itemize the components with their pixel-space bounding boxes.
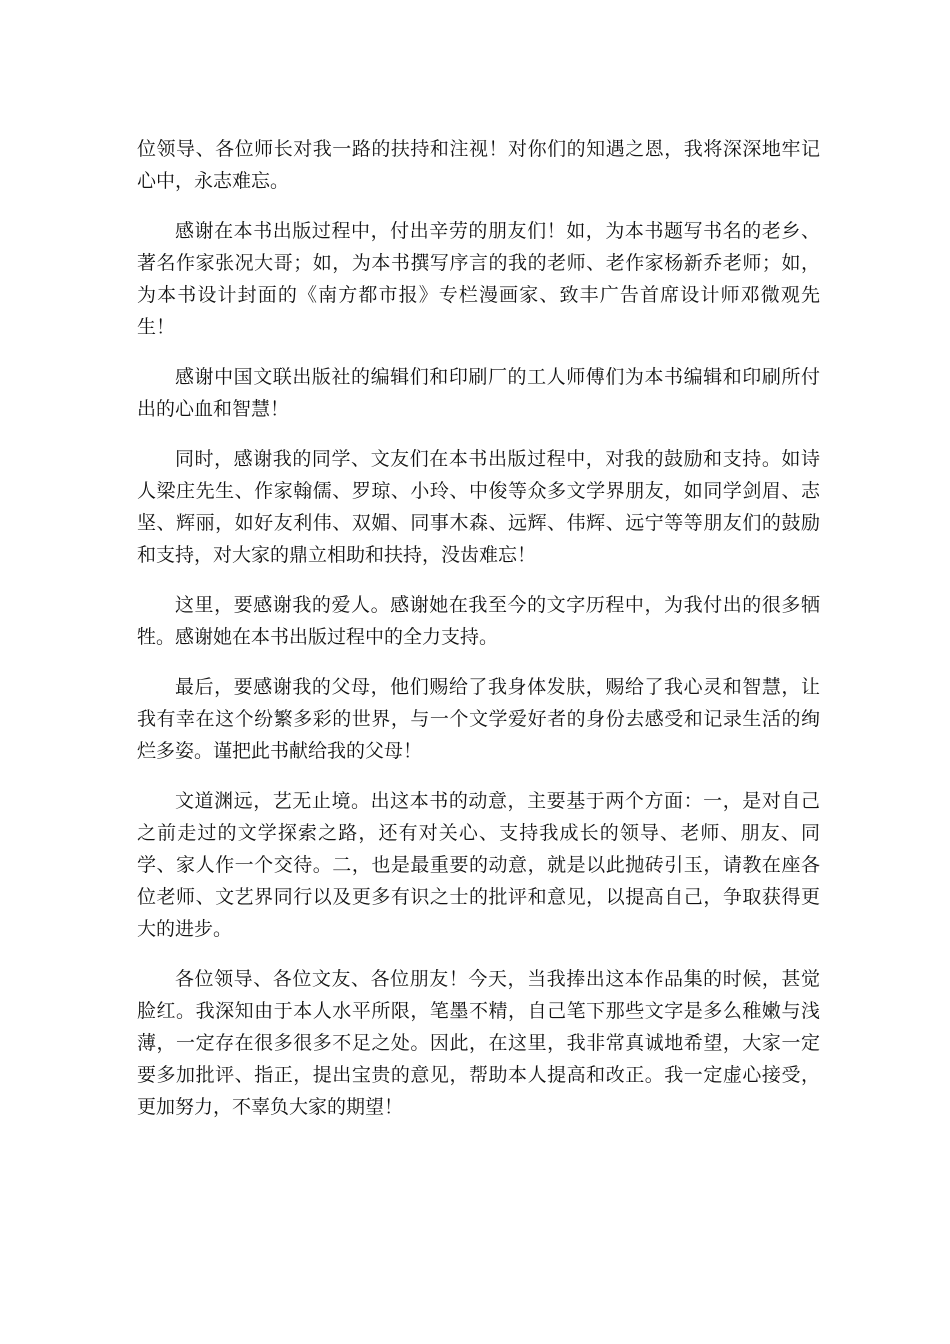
document-body (137, 133, 820, 1141)
paragraph-continuation: 位领导、各位师长对我一路的扶持和注视！对你们的知遇之恩，我将深深地牢记心中，永志难忘。 (137, 138, 820, 192)
paragraph-closing: 各位领导、各位文友、各位朋友！今天，当我捧出这本作品集的时候，甚觉脸红。我深知由于本人水平所限，笔墨不精，自己笔下那些文字是多么稚嫩与浅薄，一定存在很多很多不足之处。因此，在这里，我非常真诚地希望，大家一定要多加批评、指正，提出宝贵的意见，帮助本人提高和改正。我一定虚心接受，更加努力，不辜负大家的期望！ (137, 968, 820, 1118)
paragraph-thanks-parents: 最后，要感谢我的父母，他们赐给了我身体发肤，赐给了我心灵和智慧，让我有幸在这个纷繁多彩的世界，与一个文学爱好者的身份去感受和记录生活的绚烂多姿。谨把此书献给我的父母！ (137, 676, 820, 762)
paragraph-thanks-spouse: 这里，要感谢我的爱人。感谢她在我至今的文字历程中，为我付出的很多牺牲。感谢她在本书出版过程中的全力支持。 (137, 594, 820, 648)
paragraph-thanks-publisher: 感谢中国文联出版社的编辑们和印刷厂的工人师傅们为本书编辑和印刷所付出的心血和智慧！ (137, 366, 820, 420)
paragraph-thanks-classmates: 同时，感谢我的同学、文友们在本书出版过程中，对我的鼓励和支持。如诗人梁庄先生、作家翰儒、罗琼、小玲、中俊等众多文学界朋友，如同学剑眉、志坚、辉丽，如好友利伟、双媚、同事木森、远辉、伟辉、远宁等等朋友们的鼓励和支持，对大家的鼎立相助和扶持，没齿难忘！ (137, 448, 820, 566)
paragraph-motivation: 文道渊远，艺无止境。出这本书的动意，主要基于两个方面：一，是对自己之前走过的文学探索之路，还有对关心、支持我成长的领导、老师、朋友、同学、家人作一个交待。二，也是最重要的动意，就是以此抛砖引玉，请教在座各位老师、文艺界同行以及更多有识之士的批评和意见，以提高自己，争取获得更大的进步。 (137, 790, 820, 940)
paragraph-thanks-friends: 感谢在本书出版过程中，付出辛劳的朋友们！如，为本书题写书名的老乡、著名作家张况大哥；如，为本书撰写序言的我的老师、老作家杨新乔老师；如，为本书设计封面的《南方都市报》专栏漫画家、致丰广告首席设计师邓微观先生！ (137, 220, 820, 338)
